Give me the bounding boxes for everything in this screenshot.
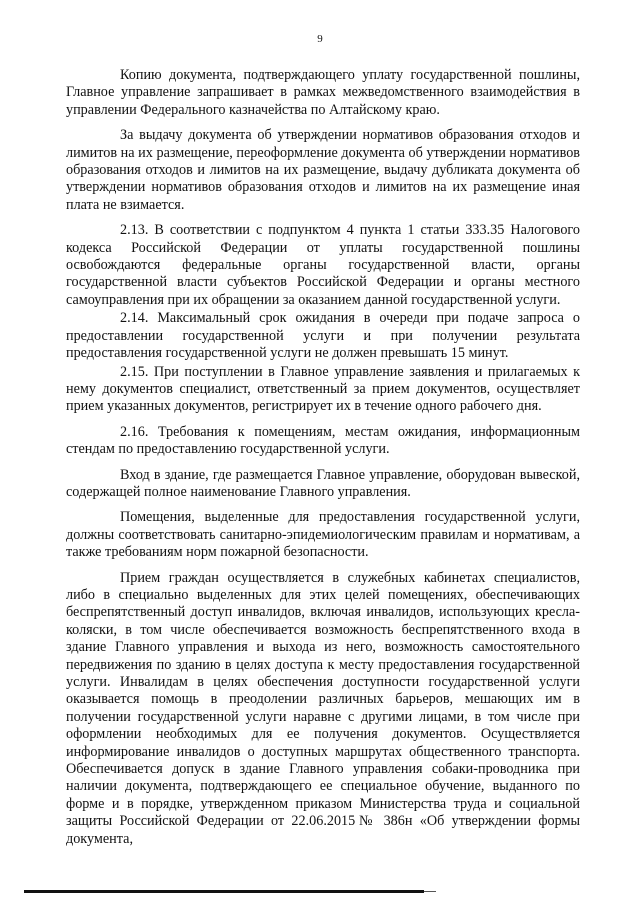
paragraph-2-14: 2.14. Максимальный срок ожидания в очереди при подаче запроса о предоставлении государственной услуги и при получении результата предоставления государственной услуги не должен превышать 15 минут. <box>66 310 580 362</box>
paragraph-state-duty-copy: Копию документа, подтверждающего уплату государственной пошлины, Главное управление запрашивает в рамках межведомственного взаимодействия в управлении Федерального казначейства по Алтайскому краю. <box>66 67 580 118</box>
paragraph-premises: Помещения, выделенные для предоставления государственной услуги, должны соответствовать санитарно-эпидемиологическим правилам и нормативам, а также требованиям норм пожарной безопасности. <box>66 509 580 561</box>
paragraph-entrance: Вход в здание, где размещается Главное управление, оборудован вывеской, содержащей полное наименование Главного управления. <box>66 466 580 500</box>
paragraph-no-fee: За выдачу документа об утверждении нормативов образования отходов и лимитов на их размещение, переоформление документа об утверждении нормативов образования отходов и лимитов на их размещение, выдачу дубликата документа об утверждении нормативов образования отходов и лимитов на их размещение иная плата не взимается. <box>66 127 580 213</box>
paragraph-reception: Прием граждан осуществляется в служебных кабинетах специалистов, либо в специально выделенных для этих целей помещениях, обеспечивающих беспрепятственный доступ инвалидов, включая инвалидов, использующих кресла-коляски, в том числе обеспечивается возможность беспрепятственного входа в здание Главного управления и выхода из него, возможность самостоятельного передвижения по зданию в целях доступа к месту предоставления государственной услуги. Инвалидам в целях обеспечения доступности государственной услуги оказывается помощь в преодолении различных барьеров, мешающих им в получении государственной услуги наравне с другими лицами, в том числе при оформлении необходимых для ее получения документов. Осуществляется информирование инвалидов о доступных маршрутах общественного транспорта. Обеспечивается допуск в здание Главного управления собаки-проводника при наличии документа, подтверждающего ее специальное обучение, выданного по форме и в порядке, утвержденном приказом Министерства труда и социальной защиты Российской Федерации от 22.06.2015№ 386н «Об утверждении формы документа, <box>66 569 580 847</box>
footer-rule-tail <box>424 891 436 892</box>
document-body <box>66 67 580 856</box>
page-number: 9 <box>317 33 323 45</box>
paragraph-2-16: 2.16. Требования к помещениям, местам ожидания, информационным стендам по предоставлению государственной услуги. <box>66 423 580 458</box>
paragraph-2-13: 2.13. В соответствии с подпунктом 4 пункта 1 статьи 333.35 Налогового кодекса Российской Федерации от уплаты государственной пошлины освобождаются федеральные органы государственной власти, органы государственной власти субъектов Российской Федерации и органы местного самоуправления при их обращении за оказанием данной государственной услуги. <box>66 222 580 308</box>
footer-rule <box>24 890 424 893</box>
paragraph-2-15: 2.15. При поступлении в Главное управление заявления и прилагаемых к нему документов специалист, ответственный за прием документов, осуществляет прием указанных документов, регистрирует их в течение одного рабочего дня. <box>66 363 580 415</box>
